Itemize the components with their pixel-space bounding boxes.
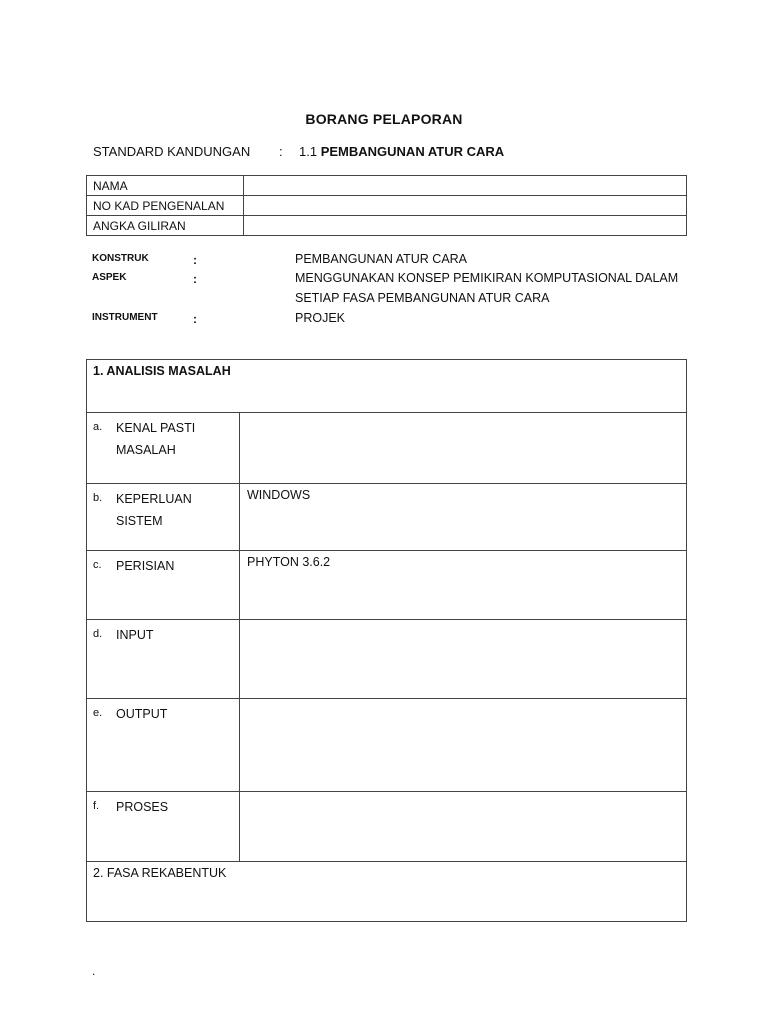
row-label-output [87,699,240,792]
table-row [87,176,687,196]
instrument-value: PROJEK [295,311,346,325]
output-field[interactable] [240,699,687,792]
proses-field[interactable] [240,792,687,862]
row-label-line1: KENAL PASTI [116,421,196,435]
instrument-label: INSTRUMENT [92,312,158,323]
row-label-text: INPUT [116,628,154,642]
row-label-text [116,488,192,532]
nama-label: NAMA [87,176,244,196]
ic-label: NO KAD PENGENALAN [87,196,244,216]
aspek-value-line1: MENGGUNAKAN KONSEP PEMIKIRAN KOMPUTASIONAL DALAM [295,271,679,285]
row-label-text: OUTPUT [116,707,168,721]
konstruk-colon: : [193,253,197,267]
table-row [87,792,687,862]
row-letter: b. [93,492,103,504]
form-title: BORANG PELAPORAN [305,111,463,127]
row-label-line1: KEPERLUAN [116,492,192,506]
analysis-table [86,359,687,922]
table-row [87,196,687,216]
row-label-line2: SISTEM [116,514,163,528]
row-letter: c. [93,559,102,571]
table-row [87,699,687,792]
row-label-keperluan-sistem [87,484,240,551]
table-row [87,216,687,236]
section1-heading: 1. ANALISIS MASALAH [87,360,687,413]
row-label-kenal-pasti [87,413,240,484]
nama-field[interactable] [244,176,687,196]
input-field[interactable] [240,620,687,699]
row-label-text: PROSES [116,800,169,814]
table-row [87,413,687,484]
footer-dot: . [92,964,96,978]
row-label-input [87,620,240,699]
row-label-line2: MASALAH [116,443,176,457]
standard-kandungan-label: STANDARD KANDUNGAN [93,144,251,159]
row-label-proses [87,792,240,862]
standard-value [299,144,504,159]
row-letter: a. [93,421,103,433]
perisian-field[interactable]: PHYTON 3.6.2 [240,551,687,620]
section2-heading: 2. FASA REKABENTUK [87,862,687,922]
table-row [87,484,687,551]
keperluan-sistem-field[interactable]: WINDOWS [240,484,687,551]
standard-number: 1.1 [299,144,318,159]
angka-giliran-label: ANGKA GILIRAN [87,216,244,236]
row-label-text [116,417,195,461]
aspek-label: ASPEK [92,272,127,283]
table-row [87,862,687,922]
aspek-colon: : [193,272,197,286]
row-letter: d. [93,628,103,640]
row-letter: e. [93,707,103,719]
row-letter: f. [93,800,100,812]
instrument-colon: : [193,312,197,326]
table-row [87,360,687,413]
row-label-text: PERISIAN [116,559,175,573]
kenal-pasti-field[interactable] [240,413,687,484]
standard-colon: : [279,144,283,159]
table-row [87,620,687,699]
konstruk-value: PEMBANGUNAN ATUR CARA [295,252,468,266]
konstruk-label: KONSTRUK [92,253,149,264]
table-row [87,551,687,620]
ic-field[interactable] [244,196,687,216]
angka-giliran-field[interactable] [244,216,687,236]
row-label-perisian [87,551,240,620]
aspek-value-line2: SETIAP FASA PEMBANGUNAN ATUR CARA [295,291,550,305]
student-info-table [86,175,687,236]
standard-title: PEMBANGUNAN ATUR CARA [320,144,505,159]
